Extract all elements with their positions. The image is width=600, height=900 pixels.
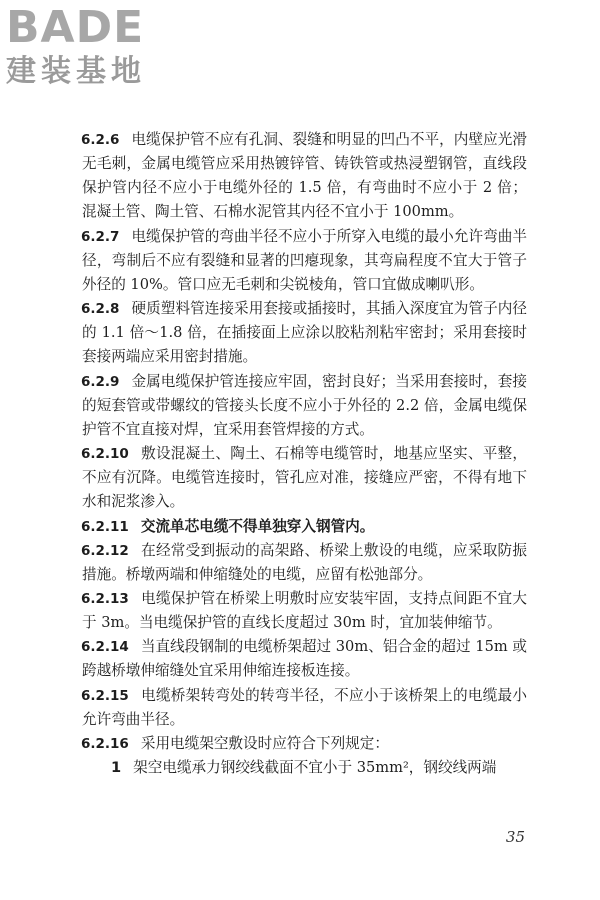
- clause-6-2-10: 6.2.10 敷设混凝土、陶土、石棉等电缆管时，地基应坚实、平整，不应有沉降。电缆管连接时，管孔应对准，接缝应严密，不得有地下水和泥浆渗入。: [81, 445, 527, 511]
- clause-6-2-14: 6.2.14 当直线段钢制的电缆桥架超过 30m、铝合金的超过 15m 或跨越桥墩伸缩缝处宜采用伸缩连接板连接。: [81, 638, 527, 680]
- clause-6-2-9: 6.2.9 金属电缆保护管连接应牢固，密封良好；当采用套接时，套接的短套管或带螺纹的管接头长度不应小于外径的 2.2 倍，金属电缆保护管不宜直接对焊，宜采用套管焊接的方式。: [81, 372, 527, 438]
- logo-brand: BADE: [6, 2, 145, 53]
- bade-logo: [6, 4, 176, 90]
- clause-6-2-12: 6.2.12 在经常受到振动的高架路、桥梁上敷设的电缆，应采取防振措施。桥墩两端和伸缩缝处的电缆，应留有松弛部分。: [81, 541, 527, 583]
- clause-6-2-6: 6.2.6 电缆保护管不应有孔洞、裂缝和明显的凹凸不平，内壁应光滑无毛刺，金属电缆管应采用热镀锌管、铸铁管或热浸塑钢管，直线段保护管内径不应小于电缆外径的 1.5 倍，有弯曲时不应小于 2 倍；混凝土管、陶土管、石棉水泥管其内径不宜小于 100mm。: [81, 131, 527, 221]
- clause-6-2-16-item-1: 1 架空电缆承力钢绞线截面不宜小于 35mm²，钢绞线两端: [111, 759, 497, 777]
- page-number: 35: [505, 828, 525, 846]
- clause-6-2-13: 6.2.13 电缆保护管在桥梁上明敷时应安装牢固，支持点间距不宜大于 3m。当电缆保护管的直线长度超过 30m 时，宜加装伸缩节。: [81, 589, 527, 632]
- clause-6-2-15: 6.2.15 电缆桥架转弯处的转弯半径，不应小于该桥架上的电缆最小允许弯曲半径。: [81, 686, 527, 728]
- logo-subtitle: 建装基地: [6, 54, 146, 89]
- clause-6-2-11: 6.2.11 交流单芯电缆不得单独穿入钢管内。: [81, 517, 375, 535]
- clause-6-2-8: 6.2.8 硬质塑料管连接采用套接或插接时，其插入深度宜为管子内径的 1.1 倍～1.8 倍，在插接面上应涂以胶粘剂粘牢密封；采用套接时套接两端应采用密封措施。: [81, 300, 527, 366]
- document-body: [82, 128, 527, 780]
- clause-6-2-7: 6.2.7 电缆保护管的弯曲半径不应小于所穿入电缆的最小允许弯曲半径，弯制后不应有裂缝和显著的凹瘪现象，其弯扁程度不宜大于管子外径的 10%。管口应无毛刺和尖锐棱角，管口宜做成喇叭形。: [81, 227, 527, 293]
- clause-6-2-16: 6.2.16 采用电缆架空敷设时应符合下列规定：: [81, 734, 389, 752]
